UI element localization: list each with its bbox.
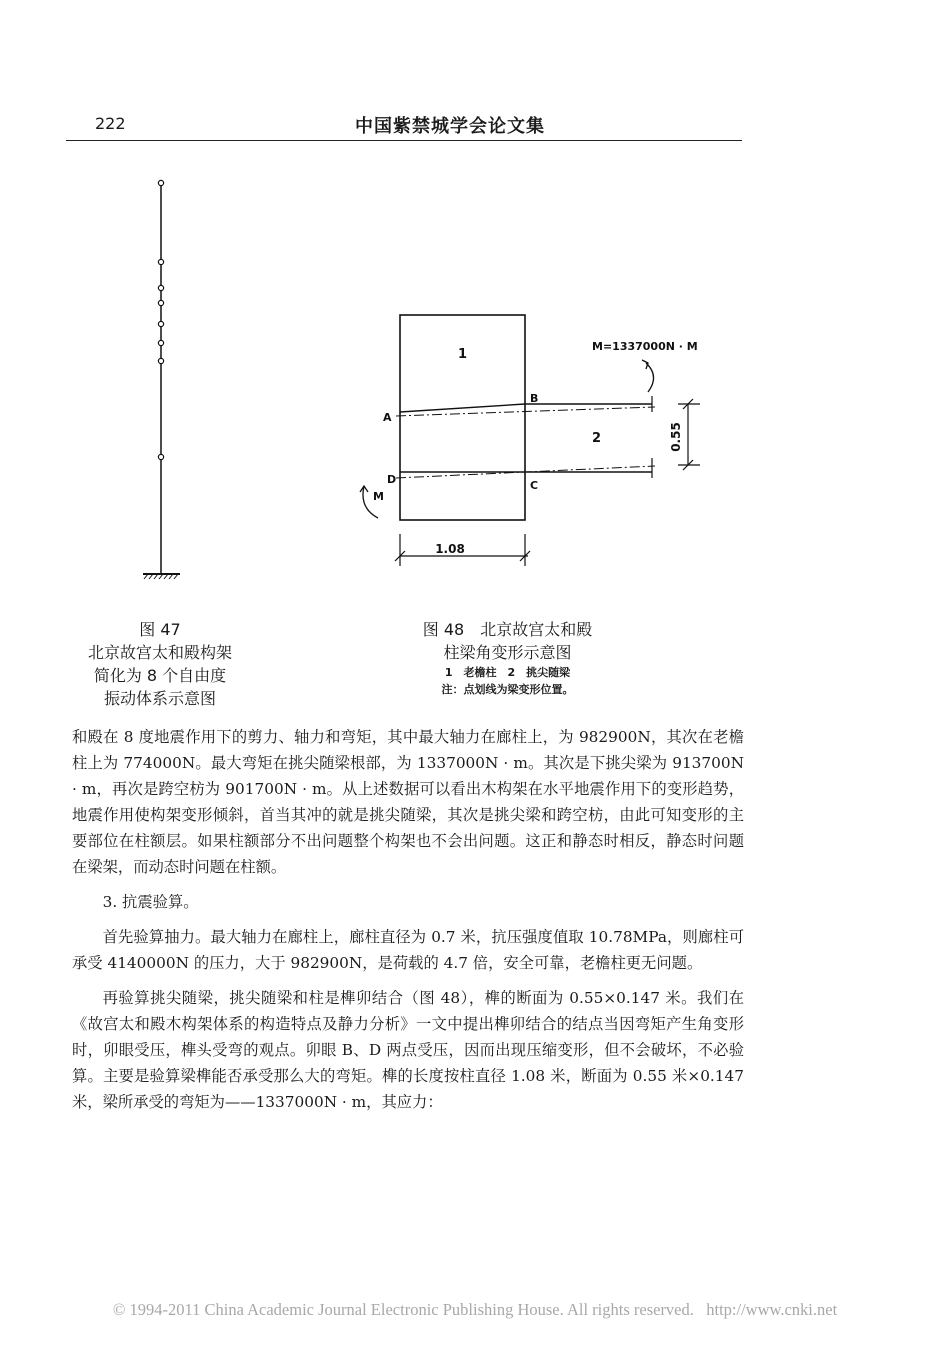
label-region-2: 2 xyxy=(592,431,602,446)
label-region-1: 1 xyxy=(458,347,468,362)
figure-47-label: 图 47 xyxy=(139,620,181,639)
figure-48-caption xyxy=(395,618,620,698)
figure-48-note: 注：点划线为梁变形位置。 xyxy=(441,683,574,696)
copyright-footer xyxy=(0,1300,950,1320)
node-7 xyxy=(158,358,163,363)
node-4 xyxy=(158,300,163,305)
page-number: 222 xyxy=(95,114,126,133)
dim-height-label: 0.55 xyxy=(669,422,683,452)
moment-label-left: M xyxy=(373,490,384,503)
figure-48-title-1: 图 48 北京故宫太和殿 xyxy=(422,620,593,639)
label-point-b: B xyxy=(530,392,539,405)
figure-47-line-3: 振动体系示意图 xyxy=(103,689,216,708)
label-point-c: C xyxy=(530,479,539,492)
figure-48-title-2: 柱梁角变形示意图 xyxy=(443,643,572,662)
copyright-text: © 1994-2011 China Academic Journal Electronic Publishing House. All rights reserved. xyxy=(112,1300,694,1319)
figure-48-diagram xyxy=(350,300,720,590)
header-rule xyxy=(66,140,742,141)
beam-line-a xyxy=(400,404,525,412)
moment-label-right: M=1337000N · M xyxy=(592,340,698,353)
label-point-a: A xyxy=(383,411,392,424)
node-6 xyxy=(158,340,163,345)
figure-47-caption xyxy=(70,618,250,710)
footer-url[interactable]: http://www.cnki.net xyxy=(706,1300,838,1319)
article-body xyxy=(72,724,744,1115)
running-title: 中国紫禁城学会论文集 xyxy=(355,116,545,137)
figure-47-diagram xyxy=(130,175,200,585)
section-heading-3: 3. 抗震验算。 xyxy=(102,893,199,911)
fixed-support xyxy=(143,574,180,579)
figure-47-line-1: 北京故宫太和殿构架 xyxy=(87,643,232,662)
column-1 xyxy=(400,315,525,520)
node-1 xyxy=(158,180,163,185)
label-point-d: D xyxy=(387,473,397,486)
node-8 xyxy=(158,454,163,459)
paragraph-3: 再验算挑尖随梁，挑尖随梁和柱是榫卯结合（图 48），榫的断面为 0.55×0.147 米。我们在《故宫太和殿木构架体系的构造特点及静力分析》一文中提出榫卯结合的结点当因弯矩产生角变形时，卯眼受压，榫头受弯的观点。卯眼 B、D 两点受压，因而出现压缩变形，但不会破坏，不必验算。主要是验算梁榫能否承受那么大的弯矩。榫的长度按柱直径 1.08 米，断面为 0.55 米×0.147 米，梁所承受的弯矩为——1337000N · m，其应力： xyxy=(72,989,744,1111)
figure-47-line-2: 简化为 8 个自由度 xyxy=(93,666,227,685)
paragraph-2: 首先验算抽力。最大轴力在廊柱上，廊柱直径为 0.7 米，抗压强度值取 10.78MPa，则廊柱可承受 4140000N 的压力，大于 982900N，是荷载的 4.7 倍，安全可靠，老檐柱更无问题。 xyxy=(72,928,744,972)
figure-48-legend: 1 老檐柱 2 挑尖随梁 xyxy=(444,666,571,679)
dim-width-label: 1.08 xyxy=(435,542,465,556)
node-2 xyxy=(158,259,163,264)
node-5 xyxy=(158,321,163,326)
paragraph-1: 和殿在 8 度地震作用下的剪力、轴力和弯矩，其中最大轴力在廊柱上，为 982900N，其次在老檐柱上为 774000N。最大弯矩在挑尖随梁根部，为 1337000N · m。其次是下挑尖梁为 913700N · m，再次是跨空枋为 901700N · m。从上述数据可以看出木构架在水平地震作用下的变形趋势，地震作用使构架变形倾斜，首当其冲的就是挑尖随梁，其次是挑尖梁和跨空枋，由此可知变形的主要部位在柱额层。如果柱额部分不出问题整个构架也不会出问题。这正和静态时相反，静态时问题在梁架，而动态时问题在柱额。 xyxy=(72,728,744,876)
node-3 xyxy=(158,285,163,290)
